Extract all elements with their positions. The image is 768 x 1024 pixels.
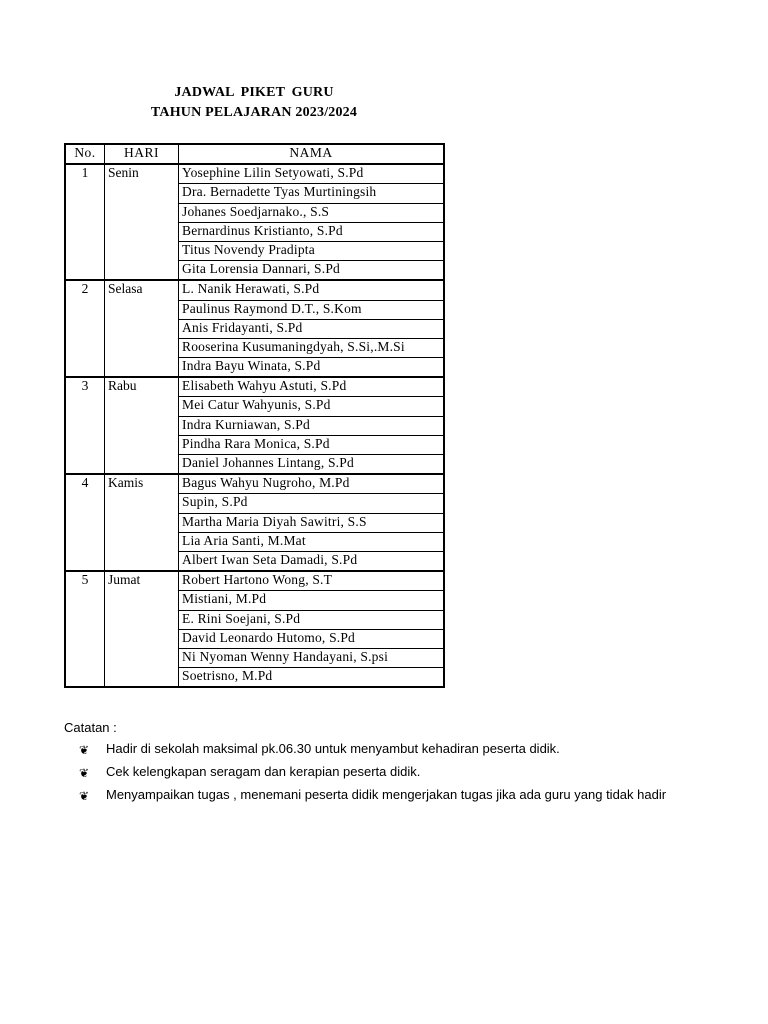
- header-day: HARI: [105, 144, 179, 164]
- note-item: [64, 764, 694, 787]
- row-number: [65, 261, 105, 281]
- row-number: 2: [65, 280, 105, 300]
- table-row: [65, 435, 444, 454]
- notes-title: Catatan :: [64, 720, 117, 735]
- row-number: [65, 648, 105, 667]
- teacher-name: Elisabeth Wahyu Astuti, S.Pd: [179, 377, 445, 397]
- teacher-name: Mistiani, M.Pd: [179, 591, 445, 610]
- row-day: Senin: [105, 164, 179, 184]
- table-header-row: [65, 144, 444, 164]
- row-number: [65, 397, 105, 416]
- row-number: [65, 319, 105, 338]
- teacher-name: Soetrisno, M.Pd: [179, 668, 445, 688]
- row-number: [65, 358, 105, 378]
- row-number: [65, 513, 105, 532]
- row-number: 4: [65, 474, 105, 494]
- table-row: [65, 455, 444, 475]
- teacher-name: Pindha Rara Monica, S.Pd: [179, 435, 445, 454]
- teacher-name: Rooserina Kusumaningdyah, S.Si,.M.Si: [179, 338, 445, 357]
- row-day: [105, 261, 179, 281]
- row-number: [65, 494, 105, 513]
- table-row: [65, 591, 444, 610]
- teacher-name: Anis Fridayanti, S.Pd: [179, 319, 445, 338]
- row-day: [105, 435, 179, 454]
- table-row: [65, 300, 444, 319]
- row-day: [105, 668, 179, 688]
- row-day: [105, 551, 179, 571]
- schedule-table: [64, 143, 445, 688]
- header-no: No.: [65, 144, 105, 164]
- teacher-name: Johanes Soedjarnako., S.S: [179, 203, 445, 222]
- teacher-name: Albert Iwan Seta Damadi, S.Pd: [179, 551, 445, 571]
- row-number: [65, 203, 105, 222]
- bullet-icon: ❦: [79, 743, 90, 757]
- row-number: [65, 416, 105, 435]
- table-row: [65, 377, 444, 397]
- row-day: [105, 338, 179, 357]
- row-day: [105, 455, 179, 475]
- table-row: [65, 319, 444, 338]
- table-row: [65, 261, 444, 281]
- teacher-name: Bernardinus Kristianto, S.Pd: [179, 222, 445, 241]
- row-day: [105, 532, 179, 551]
- row-day: [105, 494, 179, 513]
- table-row: [65, 241, 444, 260]
- table-row: [65, 494, 444, 513]
- row-number: [65, 184, 105, 203]
- teacher-name: Dra. Bernadette Tyas Murtiningsih: [179, 184, 445, 203]
- table-row: [65, 338, 444, 357]
- bullet-icon: ❦: [79, 766, 90, 780]
- teacher-name: Paulinus Raymond D.T., S.Kom: [179, 300, 445, 319]
- notes-list: [64, 741, 694, 810]
- page-subtitle: TAHUN PELAJARAN 2023/2024: [150, 105, 358, 120]
- teacher-name: Lia Aria Santi, M.Mat: [179, 532, 445, 551]
- teacher-name: Gita Lorensia Dannari, S.Pd: [179, 261, 445, 281]
- table-row: [65, 222, 444, 241]
- table-row: [65, 358, 444, 378]
- note-item: [64, 787, 694, 810]
- row-day: [105, 358, 179, 378]
- table-row: [65, 571, 444, 591]
- table-row: [65, 532, 444, 551]
- row-day: [105, 591, 179, 610]
- table-row: [65, 551, 444, 571]
- page-title: JADWAL PIKET GURU: [174, 85, 334, 100]
- table-row: [65, 184, 444, 203]
- row-day: [105, 397, 179, 416]
- row-day: [105, 629, 179, 648]
- table-row: [65, 513, 444, 532]
- teacher-name: Yosephine Lilin Setyowati, S.Pd: [179, 164, 445, 184]
- row-day: [105, 241, 179, 260]
- table-row: [65, 397, 444, 416]
- teacher-name: Indra Kurniawan, S.Pd: [179, 416, 445, 435]
- row-day: [105, 648, 179, 667]
- note-text: Cek kelengkapan seragam dan kerapian peserta didik.: [106, 764, 421, 779]
- table-row: [65, 648, 444, 667]
- row-number: [65, 300, 105, 319]
- row-number: [65, 668, 105, 688]
- teacher-name: E. Rini Soejani, S.Pd: [179, 610, 445, 629]
- row-day: Rabu: [105, 377, 179, 397]
- teacher-name: Martha Maria Diyah Sawitri, S.S: [179, 513, 445, 532]
- note-text: Hadir di sekolah maksimal pk.06.30 untuk menyambut kehadiran peserta didik.: [106, 741, 560, 756]
- table-row: [65, 416, 444, 435]
- row-number: [65, 591, 105, 610]
- row-day: [105, 222, 179, 241]
- table-row: [65, 474, 444, 494]
- row-day: [105, 300, 179, 319]
- note-text: Menyampaikan tugas , menemani peserta didik mengerjakan tugas jika ada guru yang tidak hadir: [106, 787, 667, 802]
- row-number: [65, 435, 105, 454]
- row-number: [65, 551, 105, 571]
- row-day: Jumat: [105, 571, 179, 591]
- teacher-name: Titus Novendy Pradipta: [179, 241, 445, 260]
- row-number: [65, 610, 105, 629]
- teacher-name: L. Nanik Herawati, S.Pd: [179, 280, 445, 300]
- teacher-name: Daniel Johannes Lintang, S.Pd: [179, 455, 445, 475]
- table-row: [65, 280, 444, 300]
- teacher-name: Indra Bayu Winata, S.Pd: [179, 358, 445, 378]
- row-number: [65, 222, 105, 241]
- table-row: [65, 629, 444, 648]
- row-day: [105, 610, 179, 629]
- row-number: [65, 338, 105, 357]
- row-number: [65, 241, 105, 260]
- schedule-body: [65, 164, 444, 687]
- teacher-name: David Leonardo Hutomo, S.Pd: [179, 629, 445, 648]
- row-day: Kamis: [105, 474, 179, 494]
- table-row: [65, 164, 444, 184]
- row-day: Selasa: [105, 280, 179, 300]
- table-row: [65, 668, 444, 688]
- teacher-name: Supin, S.Pd: [179, 494, 445, 513]
- bullet-icon: ❦: [79, 789, 90, 803]
- row-number: 5: [65, 571, 105, 591]
- row-day: [105, 319, 179, 338]
- teacher-name: Robert Hartono Wong, S.T: [179, 571, 445, 591]
- row-day: [105, 184, 179, 203]
- notes-section: [64, 720, 694, 810]
- teacher-name: Mei Catur Wahyunis, S.Pd: [179, 397, 445, 416]
- row-number: 1: [65, 164, 105, 184]
- table-row: [65, 203, 444, 222]
- row-number: 3: [65, 377, 105, 397]
- row-number: [65, 455, 105, 475]
- row-day: [105, 416, 179, 435]
- table-row: [65, 610, 444, 629]
- row-number: [65, 629, 105, 648]
- row-day: [105, 203, 179, 222]
- row-day: [105, 513, 179, 532]
- row-number: [65, 532, 105, 551]
- header-name: NAMA: [179, 144, 445, 164]
- teacher-name: Ni Nyoman Wenny Handayani, S.psi: [179, 648, 445, 667]
- teacher-name: Bagus Wahyu Nugroho, M.Pd: [179, 474, 445, 494]
- note-item: [64, 741, 694, 764]
